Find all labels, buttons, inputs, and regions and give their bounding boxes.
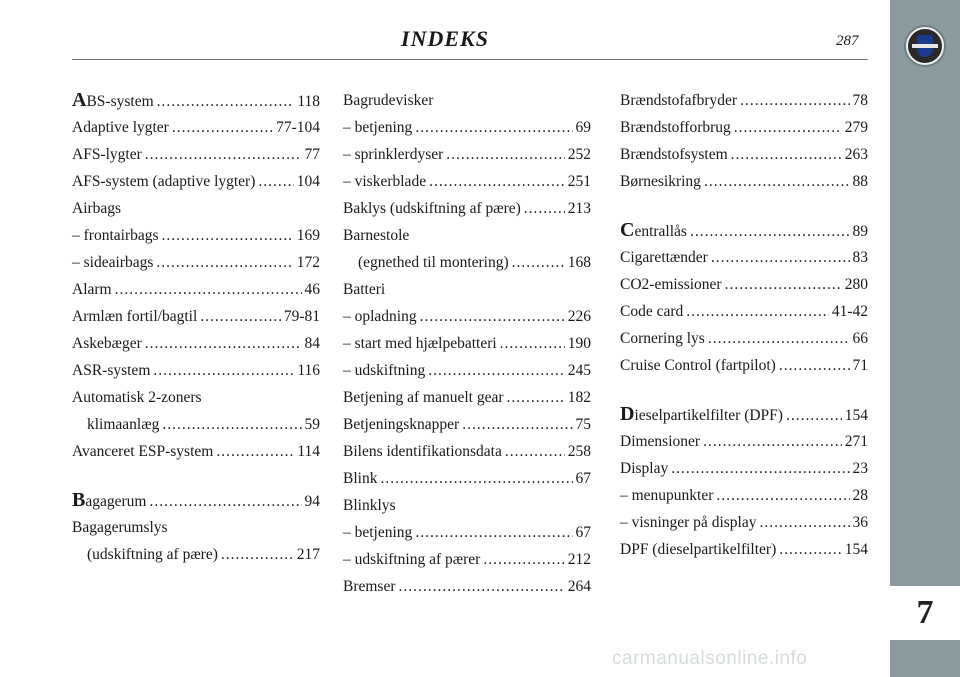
index-term-text: – udskiftning af pærer	[343, 551, 481, 568]
index-entry[interactable]	[72, 441, 320, 468]
dot-leader	[716, 485, 849, 506]
index-term-text: – viskerblade	[343, 173, 427, 190]
index-entry[interactable]	[343, 144, 591, 171]
index-term-text: Brændstofafbryder	[620, 92, 738, 109]
index-entry[interactable]	[343, 225, 591, 252]
index-page-ref: 78	[852, 92, 868, 109]
index-entry[interactable]	[620, 301, 868, 328]
index-term	[72, 387, 202, 408]
index-term	[343, 414, 459, 435]
index-term-text: agagerum	[85, 493, 147, 510]
index-term-text: Armlæn fortil/bagtil	[72, 308, 198, 325]
index-term-text: Bagagerumslys	[72, 519, 168, 536]
index-page-ref: 75	[575, 416, 591, 433]
dot-leader	[462, 414, 572, 435]
dot-leader	[786, 405, 842, 426]
index-term-text: – menupunkter	[620, 487, 714, 504]
index-entry[interactable]	[72, 279, 320, 306]
dot-leader	[704, 171, 850, 192]
index-page-ref: 251	[567, 173, 591, 190]
index-term	[343, 171, 426, 192]
index-term-text: (egnethed til montering)	[358, 254, 509, 271]
index-term-text: – visninger på display	[620, 514, 757, 531]
dot-leader	[708, 328, 850, 349]
index-term-text: – opladning	[343, 308, 417, 325]
index-page-ref: 264	[567, 578, 591, 595]
index-entry[interactable]	[72, 490, 320, 517]
index-page-ref: 67	[575, 524, 591, 541]
index-entry[interactable]	[343, 306, 591, 333]
group-spacer	[72, 468, 320, 490]
dot-leader	[428, 360, 565, 381]
index-term-text: Brændstofforbrug	[620, 119, 731, 136]
index-entry[interactable]	[343, 414, 591, 441]
dot-leader	[779, 355, 850, 376]
dot-leader	[145, 144, 302, 165]
index-entry[interactable]	[343, 495, 591, 522]
section-initial: B	[72, 489, 86, 511]
index-page-ref: 88	[852, 173, 868, 190]
dot-leader	[172, 117, 273, 138]
index-term	[343, 225, 409, 246]
index-page-ref: 84	[304, 335, 320, 352]
dot-leader	[258, 171, 293, 192]
chapter-number: 7	[890, 586, 960, 640]
index-entry[interactable]	[343, 522, 591, 549]
index-page-ref: 46	[304, 281, 320, 298]
index-term-text: Brændstofsystem	[620, 146, 728, 163]
index-term-text: Avanceret ESP-system	[72, 443, 214, 460]
index-term	[72, 144, 142, 165]
dot-leader	[380, 468, 572, 489]
index-term-text: Blink	[343, 470, 378, 487]
index-page-ref: 279	[844, 119, 868, 136]
index-term	[343, 279, 385, 300]
chapter-side-tab	[890, 0, 960, 677]
dot-leader	[734, 117, 842, 138]
index-entry[interactable]	[620, 431, 868, 458]
index-column-3	[620, 90, 868, 566]
index-term-text: ieselpartikelfilter (DPF)	[634, 407, 783, 424]
index-term	[343, 468, 377, 489]
index-term	[72, 279, 112, 300]
dot-leader	[115, 279, 302, 300]
index-term-text: – sideairbags	[72, 254, 154, 271]
dot-leader	[690, 221, 850, 242]
index-page-ref: 190	[567, 335, 591, 352]
index-page-ref: 69	[575, 119, 591, 136]
index-entry[interactable]	[343, 468, 591, 495]
index-term	[343, 576, 396, 597]
dot-leader	[725, 274, 842, 295]
index-term	[87, 414, 159, 435]
index-entry[interactable]	[620, 404, 868, 431]
index-page-ref: 271	[844, 433, 868, 450]
index-entry[interactable]	[72, 198, 320, 225]
index-term-text: Bagrudevisker	[343, 92, 434, 109]
index-term	[620, 90, 737, 111]
index-page-ref: 226	[567, 308, 591, 325]
index-term-text: – start med hjælpebatteri	[343, 335, 497, 352]
dot-leader	[429, 171, 565, 192]
index-entry[interactable]	[343, 333, 591, 360]
index-entry[interactable]	[620, 247, 868, 274]
index-page-ref: 66	[852, 330, 868, 347]
index-entry[interactable]	[620, 220, 868, 247]
index-term	[620, 117, 731, 138]
index-term	[343, 360, 425, 381]
index-term	[343, 90, 433, 111]
dot-leader	[524, 198, 565, 219]
index-page-ref: 168	[567, 254, 591, 271]
index-term	[620, 355, 776, 376]
dot-leader	[216, 441, 294, 462]
index-term	[620, 512, 756, 533]
index-term-text: Code card	[620, 303, 684, 320]
index-term-text: (udskiftning af pære)	[87, 546, 218, 563]
index-column-2	[343, 90, 591, 603]
index-term-text: Dimensioner	[620, 433, 701, 450]
index-entry[interactable]	[620, 117, 868, 144]
index-term	[87, 544, 218, 565]
index-term-text: Børnesikring	[620, 173, 701, 190]
dot-leader	[500, 333, 565, 354]
index-term	[72, 441, 213, 462]
dot-leader	[415, 117, 572, 138]
index-term	[620, 485, 713, 506]
index-page-ref: 116	[297, 362, 320, 379]
index-entry[interactable]	[620, 90, 868, 117]
index-term	[620, 539, 776, 560]
dot-leader	[711, 247, 850, 268]
index-page-ref: 23	[852, 460, 868, 477]
index-term-text: Baklys (udskiftning af pære)	[343, 200, 521, 217]
logo-bar	[912, 44, 938, 48]
index-term-text: Airbags	[72, 200, 122, 217]
index-term	[72, 90, 154, 112]
index-column-1	[72, 90, 320, 571]
index-term	[620, 458, 668, 479]
index-term	[343, 333, 497, 354]
index-term	[343, 117, 412, 138]
dot-leader	[162, 414, 301, 435]
index-term	[72, 117, 169, 138]
dot-leader	[221, 544, 294, 565]
index-term	[72, 517, 168, 538]
index-entry[interactable]	[72, 517, 320, 544]
index-term	[358, 252, 509, 273]
section-initial: D	[620, 403, 635, 425]
index-page-ref: 114	[297, 443, 320, 460]
index-page-ref: 59	[304, 416, 320, 433]
index-page-ref: 169	[296, 227, 320, 244]
index-term-text: Betjening af manuelt gear	[343, 389, 504, 406]
index-page-ref: 89	[852, 223, 868, 240]
index-page-ref: 154	[844, 541, 868, 558]
index-term-text: Betjeningsknapper	[343, 416, 460, 433]
index-page-ref: 217	[296, 546, 320, 563]
index-page-ref: 77-104	[276, 119, 320, 136]
index-entry[interactable]	[620, 328, 868, 355]
dot-leader	[686, 301, 829, 322]
index-term	[72, 198, 121, 219]
index-page-ref: 182	[567, 389, 591, 406]
dot-leader	[415, 522, 572, 543]
index-entry[interactable]	[620, 355, 868, 382]
index-page-ref: 28	[852, 487, 868, 504]
index-term	[343, 306, 417, 327]
index-term-text: klimaanlæg	[87, 416, 160, 433]
index-term	[343, 495, 396, 516]
index-term	[620, 431, 700, 452]
index-term	[72, 252, 153, 273]
index-page-ref: 154	[844, 407, 868, 424]
index-entry[interactable]	[72, 225, 320, 252]
index-page-ref: 258	[567, 443, 591, 460]
index-entry[interactable]	[343, 252, 591, 279]
index-term	[343, 522, 412, 543]
index-term	[620, 328, 705, 349]
index-entry[interactable]	[343, 117, 591, 144]
index-entry[interactable]	[72, 252, 320, 279]
dot-leader	[483, 549, 564, 570]
index-term	[343, 198, 521, 219]
index-term-text: Cruise Control (fartpilot)	[620, 357, 776, 374]
section-initial: C	[620, 219, 635, 241]
index-page-ref: 94	[304, 493, 320, 510]
index-entry[interactable]	[620, 485, 868, 512]
index-term	[72, 333, 142, 354]
index-entry[interactable]	[343, 576, 591, 603]
dot-leader	[162, 225, 294, 246]
page-number: 287	[836, 33, 859, 49]
index-term-text: AFS-system (adaptive lygter)	[72, 173, 256, 190]
index-entry[interactable]	[620, 458, 868, 485]
index-term-text: Alarm	[72, 281, 112, 298]
index-term-text: Display	[620, 460, 669, 477]
index-term-text: – frontairbags	[72, 227, 159, 244]
index-entry[interactable]	[72, 117, 320, 144]
dot-leader	[671, 458, 849, 479]
index-entry[interactable]	[72, 414, 320, 441]
index-page-ref: 118	[297, 93, 320, 110]
index-entry[interactable]	[72, 333, 320, 360]
index-page-ref: 71	[852, 357, 868, 374]
index-entry[interactable]	[72, 144, 320, 171]
index-term-text: Cigarettænder	[620, 249, 708, 266]
index-entry[interactable]	[343, 387, 591, 414]
dot-leader	[512, 252, 565, 273]
index-entry[interactable]	[343, 279, 591, 306]
index-term	[72, 225, 159, 246]
index-page-ref: 79-81	[283, 308, 320, 325]
index-page-ref: 280	[844, 276, 868, 293]
dot-leader	[507, 387, 565, 408]
index-term-text: Cornering lys	[620, 330, 705, 347]
index-term-text: – betjening	[343, 119, 413, 136]
index-page-ref: 83	[852, 249, 868, 266]
index-term-text: Barnestole	[343, 227, 410, 244]
page-title: INDEKS	[401, 26, 489, 51]
index-entry[interactable]	[620, 171, 868, 198]
index-term	[620, 144, 728, 165]
index-term	[343, 387, 504, 408]
index-term	[620, 404, 783, 426]
index-entry[interactable]	[72, 306, 320, 333]
index-term-text: – udskiftning	[343, 362, 426, 379]
dot-leader	[759, 512, 849, 533]
index-term	[72, 306, 197, 327]
index-term	[343, 441, 502, 462]
index-term	[620, 171, 701, 192]
index-term	[620, 220, 687, 242]
index-page-ref: 67	[575, 470, 591, 487]
group-spacer	[620, 382, 868, 404]
section-initial: A	[72, 89, 87, 111]
index-page-ref: 104	[296, 173, 320, 190]
index-page-ref: 212	[567, 551, 591, 568]
index-term	[620, 247, 708, 268]
index-term-text: Blinklys	[343, 497, 396, 514]
index-term-text: Adaptive lygter	[72, 119, 169, 136]
index-entry[interactable]	[343, 549, 591, 576]
dot-leader	[145, 333, 302, 354]
index-term-text: Batteri	[343, 281, 386, 298]
index-term	[72, 490, 146, 512]
index-entry[interactable]	[343, 171, 591, 198]
dot-leader	[200, 306, 281, 327]
index-term	[72, 360, 150, 381]
index-term-text: ASR-system	[72, 362, 151, 379]
index-term-text: BS-system	[86, 93, 154, 110]
watermark: carmanualsonline.info	[612, 648, 808, 669]
index-page-ref: 172	[296, 254, 320, 271]
index-entry[interactable]	[72, 544, 320, 571]
index-entry[interactable]	[72, 387, 320, 414]
header-divider	[72, 59, 868, 60]
dot-leader	[703, 431, 842, 452]
index-entry[interactable]	[72, 171, 320, 198]
index-term-text: – sprinklerdyser	[343, 146, 444, 163]
dot-leader	[779, 539, 842, 560]
index-term-text: entrallås	[634, 223, 687, 240]
index-term-text: Askebæger	[72, 335, 142, 352]
index-entry[interactable]	[343, 90, 591, 117]
index-term-text: CO2-emissioner	[620, 276, 722, 293]
index-page-ref: 252	[567, 146, 591, 163]
index-term-text: Bremser	[343, 578, 396, 595]
index-page-ref: 36	[852, 514, 868, 531]
index-term-text: DPF (dieselpartikelfilter)	[620, 541, 777, 558]
index-term-text: Automatisk 2-zoners	[72, 389, 202, 406]
index-page-ref: 263	[844, 146, 868, 163]
index-entry[interactable]	[72, 360, 320, 387]
dot-leader	[157, 91, 295, 112]
dot-leader	[505, 441, 565, 462]
index-entry[interactable]	[343, 360, 591, 387]
dot-leader	[740, 90, 849, 111]
index-page-ref: 213	[567, 200, 591, 217]
index-entry[interactable]	[620, 274, 868, 301]
index-term-text: – betjening	[343, 524, 413, 541]
index-entry[interactable]	[620, 539, 868, 566]
index-term-text: AFS-lygter	[72, 146, 142, 163]
group-spacer	[620, 198, 868, 220]
dot-leader	[399, 576, 565, 597]
index-term-text: Bilens identifikationsdata	[343, 443, 502, 460]
index-term	[343, 144, 443, 165]
dot-leader	[446, 144, 564, 165]
dot-leader	[731, 144, 842, 165]
lancia-logo-icon	[906, 27, 944, 65]
index-page-ref: 245	[567, 362, 591, 379]
dot-leader	[153, 360, 294, 381]
index-term	[620, 274, 722, 295]
index-entry[interactable]	[620, 144, 868, 171]
dot-leader	[420, 306, 565, 327]
dot-leader	[156, 252, 293, 273]
index-entry[interactable]	[620, 512, 868, 539]
index-page-ref: 77	[304, 146, 320, 163]
index-entry[interactable]	[72, 90, 320, 117]
index-term	[620, 301, 683, 322]
index-term	[343, 549, 480, 570]
dot-leader	[149, 491, 301, 512]
index-page-ref: 41-42	[831, 303, 868, 320]
index-term	[72, 171, 255, 192]
index-entry[interactable]	[343, 198, 591, 225]
index-entry[interactable]	[343, 441, 591, 468]
